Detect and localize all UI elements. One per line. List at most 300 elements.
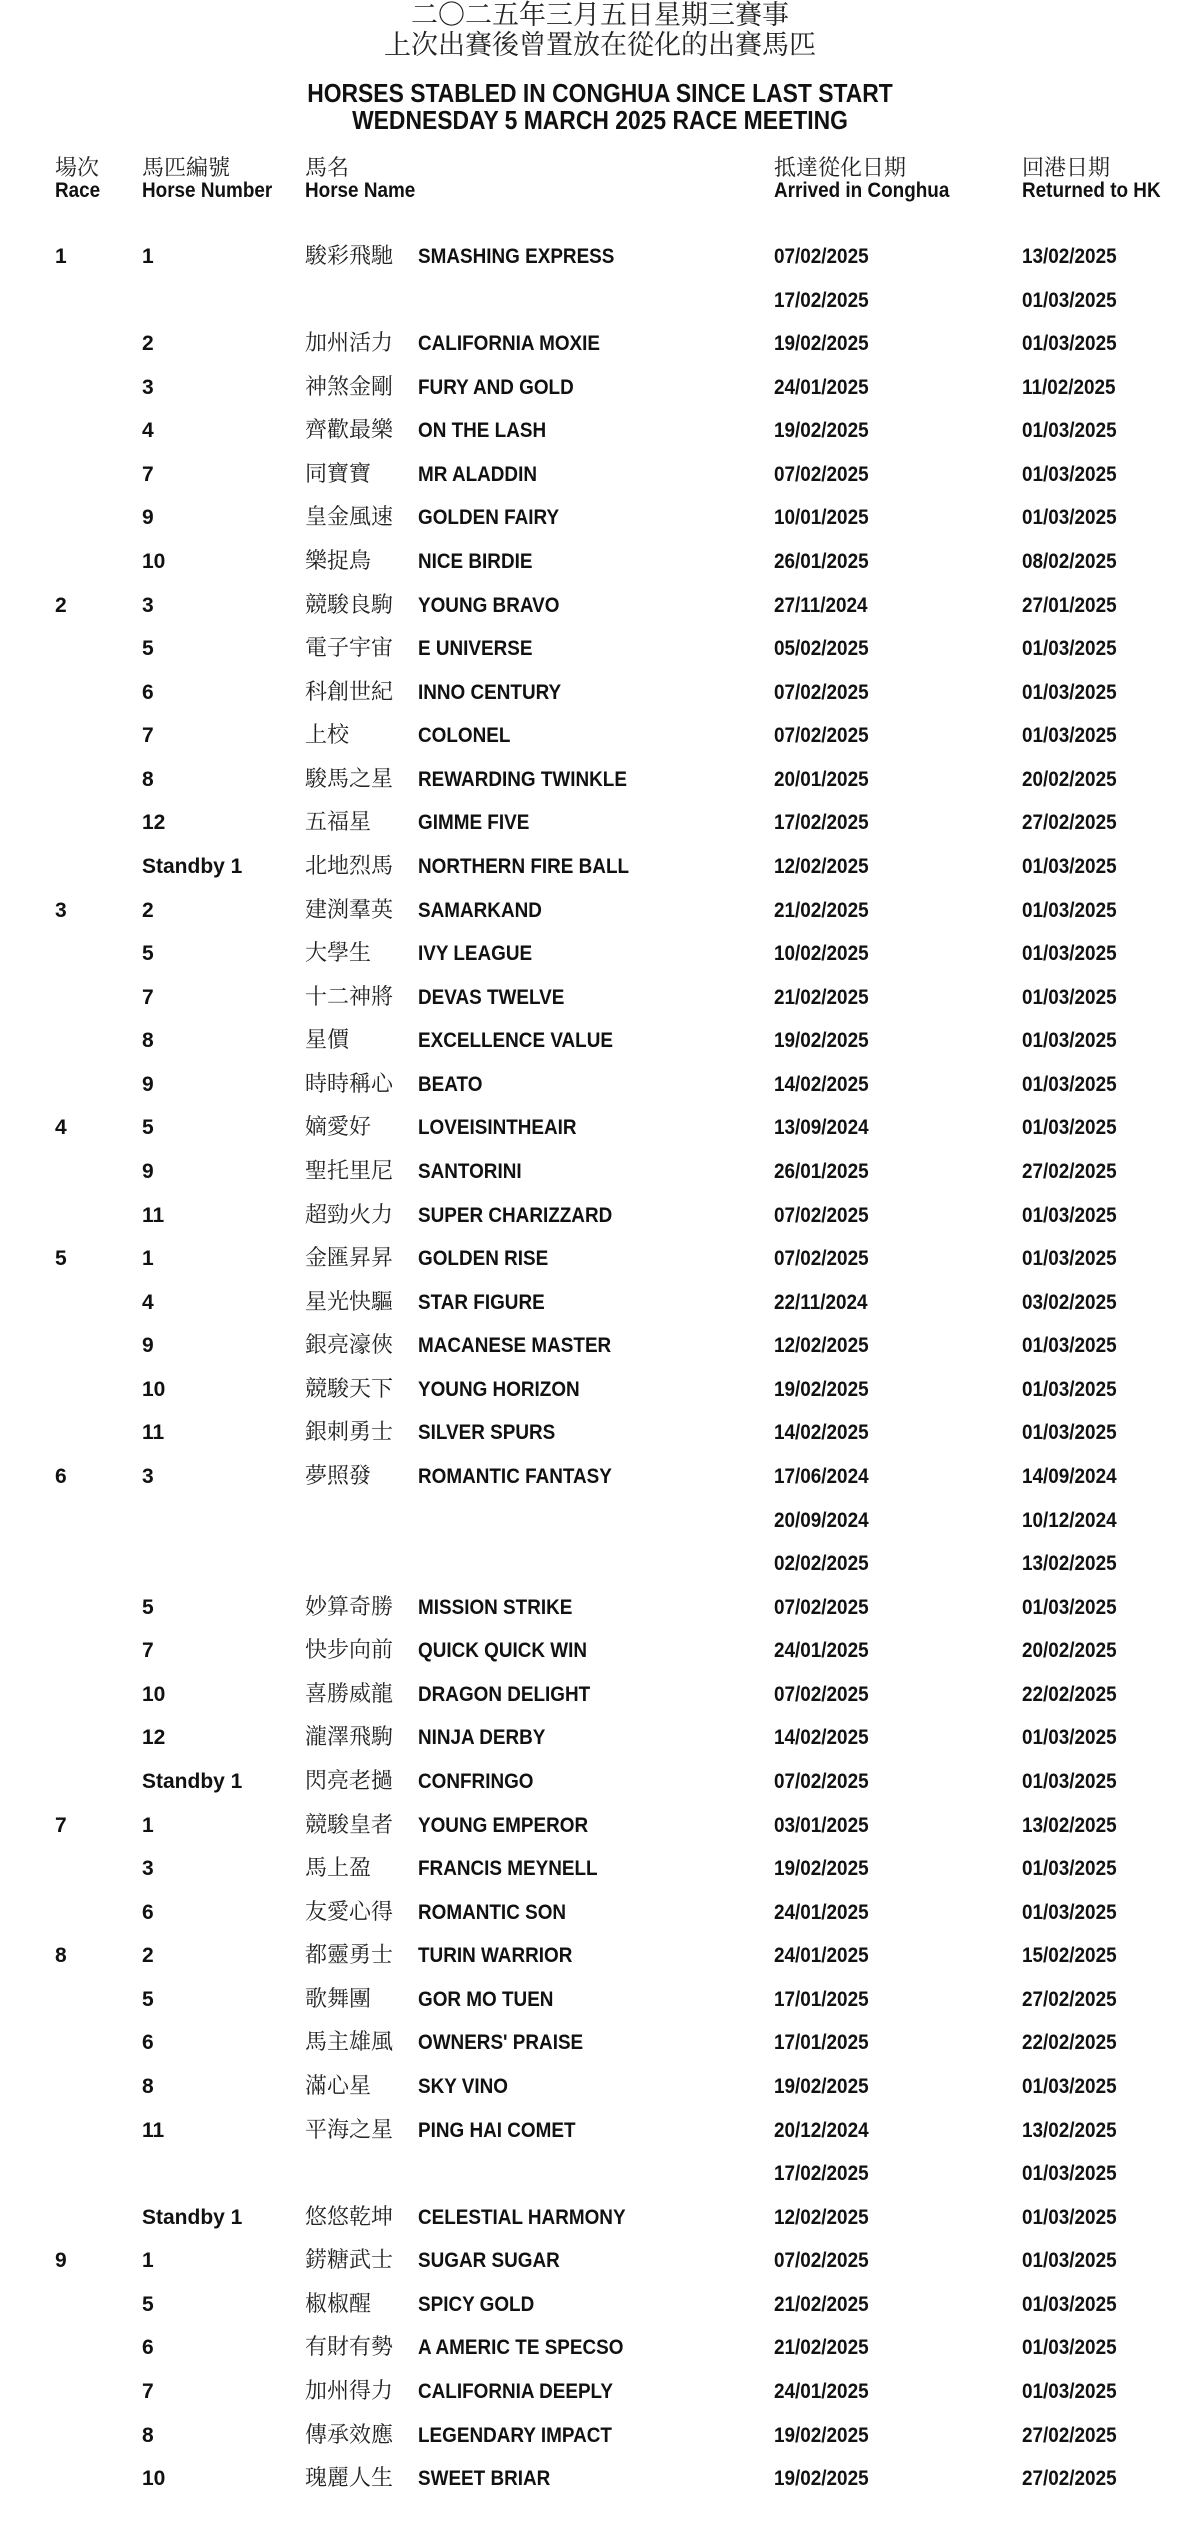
horse-number-cell: 6	[142, 1900, 154, 1924]
table-row	[0, 2377, 1200, 2407]
horse-number-cell: 5	[142, 1987, 154, 2011]
horse-name-zh-cell: 競駿皇者	[305, 1812, 394, 1838]
arrived-date-cell: 22/11/2024	[774, 1290, 868, 1314]
returned-date-cell: 01/03/2025	[1022, 1770, 1117, 1793]
horse-name-zh-cell: 閃亮老撾	[305, 1769, 394, 1794]
arrived-date-cell: 19/02/2025	[774, 2423, 869, 2447]
horse-name-zh-cell: 瑰麗人生	[305, 2466, 394, 2492]
horse-name-en-cell: DEVAS TWELVE	[418, 985, 565, 1009]
race-cell: 6	[55, 1465, 67, 1488]
horse-name-zh-cell: 十二神將	[305, 984, 394, 1010]
horse-number-cell: 8	[142, 2074, 154, 2098]
table-row	[0, 2072, 1200, 2102]
table-row	[0, 286, 1200, 316]
header-arrived-zh: 抵達從化日期	[774, 156, 907, 181]
arrived-date-cell: 10/02/2025	[774, 942, 869, 966]
horse-number-cell: 12	[142, 1726, 166, 1750]
arrived-date-cell: 19/02/2025	[774, 332, 869, 356]
horse-name-en-cell: IVY LEAGUE	[418, 942, 533, 966]
arrived-date-cell: 07/02/2025	[774, 462, 869, 486]
table-row	[0, 721, 1200, 751]
horse-name-en-cell: SPICY GOLD	[418, 2292, 535, 2316]
returned-date-cell: 20/02/2025	[1022, 767, 1117, 791]
returned-date-cell: 27/02/2025	[1022, 2423, 1117, 2447]
table-row	[0, 1331, 1200, 1361]
returned-date-cell: 01/03/2025	[1022, 637, 1117, 661]
horse-number-cell: 1	[142, 1247, 154, 1271]
arrived-date-cell: 14/02/2025	[774, 1726, 869, 1750]
table-row	[0, 1026, 1200, 1056]
returned-date-cell: 13/02/2025	[1022, 2118, 1117, 2142]
horse-name-en-cell: REWARDING TWINKLE	[418, 767, 627, 791]
arrived-date-cell: 12/02/2025	[774, 1334, 869, 1358]
horse-name-zh-cell: 妙算奇勝	[305, 1594, 394, 1620]
horse-name-zh-cell: 加州活力	[305, 331, 394, 357]
horse-number-cell: 3	[142, 1465, 154, 1488]
table-row	[0, 1854, 1200, 1884]
returned-date-cell: 27/02/2025	[1022, 1987, 1117, 2011]
table-row	[0, 1636, 1200, 1666]
table-row	[0, 329, 1200, 359]
title-english-line1: HORSES STABLED IN CONGHUA SINCE LAST START	[307, 78, 893, 108]
horse-name-zh-cell: 快步向前	[305, 1638, 394, 1664]
header-race-en: Race	[55, 179, 101, 202]
table-row	[0, 1070, 1200, 1100]
table-row	[0, 1288, 1200, 1318]
arrived-date-cell: 17/06/2024	[774, 1465, 869, 1488]
horse-name-zh-cell: 電子宇宙	[305, 636, 394, 662]
returned-date-cell: 22/02/2025	[1022, 1682, 1117, 1706]
arrived-date-cell: 14/02/2025	[774, 1072, 869, 1096]
returned-date-cell: 01/03/2025	[1022, 1247, 1117, 1271]
horse-name-en-cell: YOUNG HORIZON	[418, 1377, 580, 1401]
returned-date-cell: 27/02/2025	[1022, 811, 1117, 835]
horse-name-en-cell: ROMANTIC FANTASY	[418, 1465, 612, 1488]
returned-date-cell: 08/02/2025	[1022, 550, 1117, 573]
horse-name-en-cell: STAR FIGURE	[418, 1290, 545, 1314]
horse-name-zh-cell: 金匯昇昇	[305, 1246, 394, 1272]
horse-name-en-cell: LOVEISINTHEAIR	[418, 1116, 577, 1140]
returned-date-cell: 01/03/2025	[1022, 2249, 1117, 2273]
horse-name-zh-cell: 瀧澤飛駒	[305, 1725, 394, 1751]
arrived-date-cell: 20/12/2024	[774, 2118, 869, 2142]
horse-number-cell: 5	[142, 942, 154, 966]
returned-date-cell: 13/02/2025	[1022, 1813, 1117, 1837]
horse-name-zh-cell: 北地烈馬	[305, 854, 394, 879]
horse-name-en-cell: MACANESE MASTER	[418, 1334, 612, 1358]
returned-date-cell: 01/03/2025	[1022, 2162, 1117, 2186]
returned-date-cell: 01/03/2025	[1022, 1421, 1117, 1445]
horse-number-cell: 9	[142, 506, 154, 530]
horse-name-en-cell: SWEET BRIAR	[418, 2467, 551, 2491]
arrived-date-cell: 21/02/2025	[774, 985, 869, 1009]
horse-number-cell: 2	[142, 1944, 154, 1968]
horse-number-cell: 6	[142, 680, 154, 704]
table-row	[0, 2421, 1200, 2451]
returned-date-cell: 15/02/2025	[1022, 1944, 1117, 1968]
horse-name-zh-cell: 大學生	[305, 941, 372, 967]
horse-number-cell: 5	[142, 637, 154, 661]
arrived-date-cell: 19/02/2025	[774, 2467, 869, 2491]
returned-date-cell: 01/03/2025	[1022, 1116, 1117, 1140]
horse-name-en-cell: QUICK QUICK WIN	[418, 1639, 588, 1663]
returned-date-cell: 27/02/2025	[1022, 2467, 1117, 2491]
arrived-date-cell: 07/02/2025	[774, 1203, 869, 1227]
horse-name-zh-cell: 喜勝威龍	[305, 1681, 394, 1707]
returned-date-cell: 01/03/2025	[1022, 1377, 1117, 1401]
returned-date-cell: 01/03/2025	[1022, 1595, 1117, 1619]
returned-date-cell: 03/02/2025	[1022, 1290, 1117, 1314]
horse-name-en-cell: CALIFORNIA DEEPLY	[418, 2379, 613, 2403]
table-row	[0, 939, 1200, 969]
horse-name-zh-cell: 馬上盈	[305, 1856, 372, 1882]
returned-date-cell: 01/03/2025	[1022, 462, 1117, 486]
horse-name-zh-cell: 星光快驅	[305, 1289, 394, 1315]
horse-name-zh-cell: 有財有勢	[305, 2335, 394, 2361]
horse-name-en-cell: SILVER SPURS	[418, 1421, 556, 1445]
arrived-date-cell: 17/01/2025	[774, 2031, 869, 2055]
horse-name-zh-cell: 科創世紀	[305, 679, 394, 705]
returned-date-cell: 01/03/2025	[1022, 942, 1117, 966]
arrived-date-cell: 12/02/2025	[774, 2205, 869, 2229]
horse-name-en-cell: GOLDEN RISE	[418, 1247, 549, 1271]
returned-date-cell: 01/03/2025	[1022, 898, 1117, 922]
arrived-date-cell: 26/01/2025	[774, 1160, 869, 1183]
arrived-date-cell: 07/02/2025	[774, 2249, 869, 2273]
horse-number-cell: 7	[142, 724, 154, 748]
table-row	[0, 1898, 1200, 1928]
arrived-date-cell: 07/02/2025	[774, 245, 869, 268]
table-row	[0, 1113, 1200, 1143]
horse-name-en-cell: CONFRINGO	[418, 1770, 534, 1793]
arrived-date-cell: 12/02/2025	[774, 855, 869, 878]
table-row	[0, 808, 1200, 838]
title-chinese-line1: 二〇二五年三月五日星期三賽事	[411, 0, 789, 31]
horse-name-zh-cell: 嫡愛好	[305, 1115, 372, 1141]
horse-name-en-cell: MR ALADDIN	[418, 462, 537, 486]
arrived-date-cell: 19/02/2025	[774, 419, 869, 443]
horse-number-cell: 9	[142, 1334, 154, 1358]
horse-number-cell: 7	[142, 2379, 154, 2403]
horse-number-cell: 3	[142, 1857, 154, 1881]
table-row	[0, 242, 1200, 272]
horse-number-cell: 5	[142, 1116, 154, 1140]
horse-number-cell: 4	[142, 419, 154, 443]
arrived-date-cell: 05/02/2025	[774, 637, 869, 661]
table-row	[0, 547, 1200, 577]
arrived-date-cell: 21/02/2025	[774, 2336, 869, 2360]
arrived-date-cell: 24/01/2025	[774, 1639, 869, 1663]
horse-name-zh-cell: 錺糖武士	[305, 2248, 394, 2274]
race-cell: 4	[55, 1116, 67, 1140]
horse-number-cell: 3	[142, 593, 154, 617]
returned-date-cell: 01/03/2025	[1022, 2205, 1117, 2229]
horse-name-zh-cell: 樂捉鳥	[305, 549, 372, 574]
returned-date-cell: 20/02/2025	[1022, 1639, 1117, 1663]
horse-number-cell: 11	[142, 2118, 165, 2142]
horse-number-cell: Standby 1	[142, 2205, 243, 2229]
horse-number-cell: 2	[142, 898, 154, 922]
horse-name-zh-cell: 星價	[305, 1028, 350, 1054]
horse-name-zh-cell: 駿彩飛馳	[305, 244, 394, 269]
horse-name-en-cell: EXCELLENCE VALUE	[418, 1029, 613, 1053]
returned-date-cell: 01/03/2025	[1022, 332, 1117, 356]
arrived-date-cell: 20/09/2024	[774, 1508, 869, 1532]
returned-date-cell: 01/03/2025	[1022, 1726, 1117, 1750]
returned-date-cell: 27/02/2025	[1022, 1160, 1117, 1183]
horse-name-en-cell: TURIN WARRIOR	[418, 1944, 573, 1968]
horse-name-zh-cell: 上校	[305, 723, 350, 749]
returned-date-cell: 01/03/2025	[1022, 1203, 1117, 1227]
arrived-date-cell: 07/02/2025	[774, 1595, 869, 1619]
header-returned-zh: 回港日期	[1022, 156, 1111, 181]
race-cell: 3	[55, 898, 67, 922]
table-row	[0, 1244, 1200, 1274]
returned-date-cell: 01/03/2025	[1022, 288, 1117, 312]
title-chinese-line2: 上次出賽後曾置放在從化的出賽馬匹	[384, 30, 816, 61]
returned-date-cell: 14/09/2024	[1022, 1465, 1117, 1488]
table-row	[0, 983, 1200, 1013]
header-horse-number-zh: 馬匹編號	[142, 156, 231, 181]
horse-number-cell: 2	[142, 332, 154, 356]
horse-number-cell: 1	[142, 245, 154, 268]
arrived-date-cell: 21/02/2025	[774, 898, 869, 922]
arrived-date-cell: 19/02/2025	[774, 2074, 869, 2098]
horse-name-en-cell: A AMERIC TE SPECSO	[418, 2336, 624, 2360]
arrived-date-cell: 02/02/2025	[774, 1552, 869, 1576]
horse-number-cell: Standby 1	[142, 1770, 243, 1793]
arrived-date-cell: 07/02/2025	[774, 1770, 869, 1793]
returned-date-cell: 01/03/2025	[1022, 1029, 1117, 1053]
arrived-date-cell: 24/01/2025	[774, 375, 869, 399]
horse-name-en-cell: INNO CENTURY	[418, 680, 562, 704]
horse-name-en-cell: PING HAI COMET	[418, 2118, 576, 2142]
horse-name-zh-cell: 超勁火力	[305, 1202, 394, 1228]
table-row	[0, 1549, 1200, 1579]
horse-name-zh-cell: 五福星	[305, 810, 372, 836]
returned-date-cell: 01/03/2025	[1022, 1334, 1117, 1358]
horse-number-cell: 8	[142, 767, 154, 791]
returned-date-cell: 01/03/2025	[1022, 2379, 1117, 2403]
returned-date-cell: 11/02/2025	[1022, 375, 1116, 399]
returned-date-cell: 01/03/2025	[1022, 1072, 1117, 1096]
arrived-date-cell: 19/02/2025	[774, 1029, 869, 1053]
horse-name-zh-cell: 友愛心得	[305, 1899, 394, 1925]
table-row	[0, 591, 1200, 621]
arrived-date-cell: 24/01/2025	[774, 1944, 869, 1968]
horse-name-en-cell: NICE BIRDIE	[418, 550, 533, 573]
horse-name-en-cell: CALIFORNIA MOXIE	[418, 332, 600, 356]
table-row	[0, 1593, 1200, 1623]
horse-name-zh-cell: 馬主雄風	[305, 2030, 394, 2056]
horse-name-en-cell: OWNERS' PRAISE	[418, 2031, 584, 2055]
horse-number-cell: 1	[142, 2249, 154, 2273]
horse-number-cell: 7	[142, 1639, 154, 1663]
horse-number-cell: 10	[142, 1682, 166, 1706]
arrived-date-cell: 07/02/2025	[774, 724, 869, 748]
horse-name-zh-cell: 駿馬之星	[305, 766, 394, 792]
horse-number-cell: 1	[142, 1813, 154, 1837]
table-row	[0, 1462, 1200, 1492]
returned-date-cell: 01/03/2025	[1022, 985, 1117, 1009]
horse-name-en-cell: CELESTIAL HARMONY	[418, 2205, 626, 2229]
horse-name-zh-cell: 銀亮濠俠	[305, 1333, 394, 1359]
table-row	[0, 2246, 1200, 2276]
header-horse-name-zh: 馬名	[305, 156, 350, 181]
horse-name-en-cell: DRAGON DELIGHT	[418, 1682, 591, 1706]
horse-name-en-cell: GIMME FIVE	[418, 811, 530, 835]
table-row	[0, 1375, 1200, 1405]
arrived-date-cell: 24/01/2025	[774, 2379, 869, 2403]
horse-name-en-cell: SMASHING EXPRESS	[418, 245, 615, 268]
arrived-date-cell: 07/02/2025	[774, 1682, 869, 1706]
horse-name-en-cell: NINJA DERBY	[418, 1726, 546, 1750]
horse-number-cell: 11	[142, 1421, 165, 1445]
arrived-date-cell: 24/01/2025	[774, 1900, 869, 1924]
returned-date-cell: 01/03/2025	[1022, 1857, 1117, 1881]
returned-date-cell: 13/02/2025	[1022, 1552, 1117, 1576]
race-cell: 2	[55, 593, 67, 617]
horse-number-cell: 6	[142, 2031, 154, 2055]
horse-name-en-cell: LEGENDARY IMPACT	[418, 2423, 612, 2447]
arrived-date-cell: 19/02/2025	[774, 1857, 869, 1881]
horse-name-zh-cell: 競駿良駒	[305, 592, 394, 618]
returned-date-cell: 01/03/2025	[1022, 1900, 1117, 1924]
table-row	[0, 852, 1200, 882]
race-cell: 9	[55, 2249, 67, 2273]
arrived-date-cell: 20/01/2025	[774, 767, 869, 791]
arrived-date-cell: 13/09/2024	[774, 1116, 869, 1140]
horse-name-zh-cell: 建渕羣英	[305, 897, 394, 923]
returned-date-cell: 27/01/2025	[1022, 593, 1117, 617]
horse-number-cell: 9	[142, 1072, 154, 1096]
arrived-date-cell: 07/02/2025	[774, 680, 869, 704]
race-cell: 1	[55, 245, 67, 268]
horse-number-cell: 5	[142, 1595, 154, 1619]
table-row	[0, 373, 1200, 403]
arrived-date-cell: 21/02/2025	[774, 2292, 869, 2316]
header-returned-en: Returned to HK	[1022, 179, 1161, 202]
returned-date-cell: 01/03/2025	[1022, 419, 1117, 443]
returned-date-cell: 10/12/2024	[1022, 1508, 1117, 1532]
horse-number-cell: Standby 1	[142, 855, 243, 878]
horse-number-cell: 6	[142, 2336, 154, 2360]
returned-date-cell: 01/03/2025	[1022, 2074, 1117, 2098]
returned-date-cell: 01/03/2025	[1022, 506, 1117, 530]
table-row	[0, 1941, 1200, 1971]
table-row	[0, 2116, 1200, 2146]
arrived-date-cell: 27/11/2024	[774, 593, 868, 617]
horse-name-en-cell: ROMANTIC SON	[418, 1900, 567, 1924]
horse-name-en-cell: MISSION STRIKE	[418, 1595, 573, 1619]
horse-number-cell: 7	[142, 985, 154, 1009]
horse-name-zh-cell: 同寶寶	[305, 461, 372, 487]
table-row	[0, 1680, 1200, 1710]
header-horse-name-en: Horse Name	[305, 179, 416, 202]
table-row	[0, 1506, 1200, 1536]
horse-name-zh-cell: 齊歡最樂	[305, 418, 394, 444]
table-row	[0, 2290, 1200, 2320]
header-arrived-en: Arrived in Conghua	[774, 179, 950, 202]
table-row	[0, 1418, 1200, 1448]
table-row	[0, 1767, 1200, 1797]
table-row	[0, 503, 1200, 533]
horse-number-cell: 11	[142, 1203, 165, 1227]
horse-number-cell: 3	[142, 375, 154, 399]
horse-name-en-cell: GOR MO TUEN	[418, 1987, 554, 2011]
horse-number-cell: 4	[142, 1290, 154, 1314]
table-row	[0, 1723, 1200, 1753]
horse-name-zh-cell: 時時稱心	[305, 1071, 394, 1097]
table-row	[0, 678, 1200, 708]
returned-date-cell: 01/03/2025	[1022, 724, 1117, 748]
arrived-date-cell: 07/02/2025	[774, 1247, 869, 1271]
horse-number-cell: 12	[142, 811, 166, 835]
table-row	[0, 416, 1200, 446]
horse-name-zh-cell: 傳承效應	[305, 2422, 394, 2448]
arrived-date-cell: 10/01/2025	[774, 506, 869, 530]
horse-name-en-cell: YOUNG EMPEROR	[418, 1813, 589, 1837]
horse-name-zh-cell: 悠悠乾坤	[305, 2204, 394, 2230]
horse-name-en-cell: SANTORINI	[418, 1160, 522, 1183]
table-row	[0, 765, 1200, 795]
title-english-line2: WEDNESDAY 5 MARCH 2025 RACE MEETING	[352, 105, 848, 135]
table-row	[0, 2159, 1200, 2189]
horse-name-en-cell: YOUNG BRAVO	[418, 593, 560, 617]
arrived-date-cell: 26/01/2025	[774, 550, 869, 573]
horse-name-en-cell: GOLDEN FAIRY	[418, 506, 560, 530]
horse-name-en-cell: E UNIVERSE	[418, 637, 533, 661]
horse-number-cell: 10	[142, 550, 166, 573]
table-row	[0, 2333, 1200, 2363]
table-row	[0, 634, 1200, 664]
horse-name-en-cell: SUPER CHARIZZARD	[418, 1203, 613, 1227]
horse-name-zh-cell: 滿心星	[305, 2073, 372, 2099]
horse-name-zh-cell: 競駿天下	[305, 1376, 394, 1402]
horse-name-en-cell: FRANCIS MEYNELL	[418, 1857, 598, 1881]
horse-name-zh-cell: 椒椒醒	[305, 2291, 372, 2317]
table-row	[0, 2203, 1200, 2233]
table-row	[0, 896, 1200, 926]
horse-name-en-cell: ON THE LASH	[418, 419, 547, 443]
horse-number-cell: 7	[142, 462, 154, 486]
horse-name-zh-cell: 夢照發	[305, 1464, 372, 1489]
horse-number-cell: 10	[142, 2467, 166, 2491]
arrived-date-cell: 17/02/2025	[774, 2162, 869, 2186]
arrived-date-cell: 17/02/2025	[774, 288, 869, 312]
horse-name-en-cell: NORTHERN FIRE BALL	[418, 855, 630, 878]
returned-date-cell: 22/02/2025	[1022, 2031, 1117, 2055]
horse-name-zh-cell: 神煞金剛	[305, 374, 394, 400]
table-row	[0, 2464, 1200, 2494]
horse-name-zh-cell: 皇金風速	[305, 505, 394, 531]
arrived-date-cell: 14/02/2025	[774, 1421, 869, 1445]
horse-name-en-cell: BEATO	[418, 1072, 483, 1096]
horse-name-zh-cell: 平海之星	[305, 2117, 394, 2143]
table-row	[0, 1157, 1200, 1187]
arrived-date-cell: 19/02/2025	[774, 1377, 869, 1401]
table-row	[0, 460, 1200, 490]
horse-number-cell: 5	[142, 2292, 154, 2316]
table-row	[0, 1811, 1200, 1841]
returned-date-cell: 13/02/2025	[1022, 245, 1117, 268]
horse-name-zh-cell: 銀刺勇士	[305, 1420, 394, 1446]
table-row	[0, 2028, 1200, 2058]
returned-date-cell: 01/03/2025	[1022, 2292, 1117, 2316]
header-race-zh: 場次	[55, 156, 100, 181]
horse-number-cell: 8	[142, 2423, 154, 2447]
horse-name-zh-cell: 歌舞團	[305, 1986, 372, 2012]
